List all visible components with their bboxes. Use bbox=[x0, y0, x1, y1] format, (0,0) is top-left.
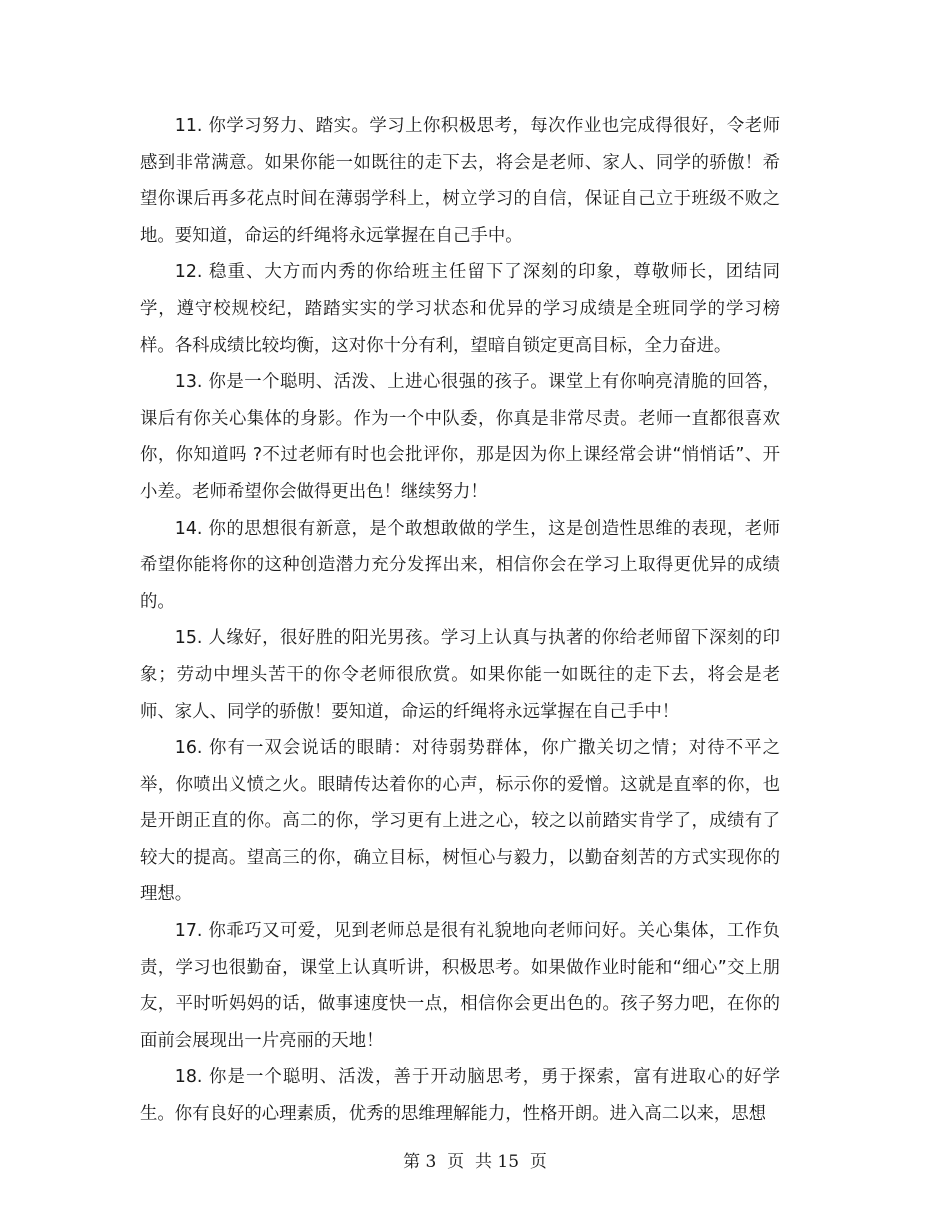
page-footer bbox=[0, 1150, 950, 1174]
comment-paragraph-17: 17. 你乖巧又可爱，见到老师总是很有礼貌地向老师问好。关心集体，工作负责，学习也很勤奋，课堂上认真听讲，积极思考。如果做作业时能和“细心”交上朋友，平时听妈妈的话，做事速度快一点，相信你会更出色的。孩子努力吧，在你的面前会展现出一片亮丽的天地！ bbox=[140, 921, 780, 1051]
comment-paragraph-11: 11. 你学习努力、踏实。学习上你积极思考，每次作业也完成得很好，令老师感到非常满意。如果你能一如既往的走下去，将会是老师、家人、同学的骄傲！希望你课后再多花点时间在薄弱学科上，树立学习的自信，保证自己立于班级不败之地。要知道，命运的纤绳将永远掌握在自己手中。 bbox=[140, 116, 780, 246]
comment-paragraph-16: 16. 你有一双会说话的眼睛：对待弱势群体，你广撒关切之情；对待不平之举，你喷出义愤之火。眼睛传达着你的心声，标示你的爱憎。这就是直率的你，也是开朗正直的你。高二的你，学习更有上进之心，较之以前踏实肯学了，成绩有了较大的提高。望高三的你，确立目标，树恒心与毅力，以勤奋刻苦的方式实现你的理想。 bbox=[140, 738, 780, 905]
comment-paragraph-14: 14. 你的思想很有新意，是个敢想敢做的学生，这是创造性思维的表现，老师希望你能将你的这种创造潜力充分发挥出来，相信你会在学习上取得更优异的成绩的。 bbox=[140, 518, 780, 612]
comment-paragraph-15: 15. 人缘好，很好胜的阳光男孩。学习上认真与执著的你给老师留下深刻的印象；劳动中埋头苦干的你令老师很欣赏。如果你能一如既往的走下去，将会是老师、家人、同学的骄傲！要知道，命运的纤绳将永远掌握在自己手中！ bbox=[140, 628, 780, 722]
page-number: 第 3 页 共 15 页 bbox=[403, 1152, 547, 1172]
comment-paragraph-12: 12. 稳重、大方而内秀的你给班主任留下了深刻的印象，尊敬师长，团结同学，遵守校规校纪，踏踏实实的学习状态和优异的学习成绩是全班同学的学习榜样。各科成绩比较均衡，这对你十分有利，望暗自锁定更高目标，全力奋进。 bbox=[140, 262, 780, 356]
comment-paragraph-13: 13. 你是一个聪明、活泼、上进心很强的孩子。课堂上有你响亮清脆的回答，课后有你关心集体的身影。作为一个中队委，你真是非常尽责。老师一直都很喜欢你，你知道吗 ?不过老师有时也会批评你，那是因为你上课经常会讲“悄悄话”、开小差。老师希望你会做得更出色！继续努力！ bbox=[140, 372, 780, 502]
comment-paragraph-18: 18. 你是一个聪明、活泼，善于开动脑思考，勇于探索，富有进取心的好学生。你有良好的心理素质，优秀的思维理解能力，性格开朗。进入高二以来，思想 bbox=[140, 1067, 780, 1125]
document-body bbox=[140, 108, 780, 1133]
